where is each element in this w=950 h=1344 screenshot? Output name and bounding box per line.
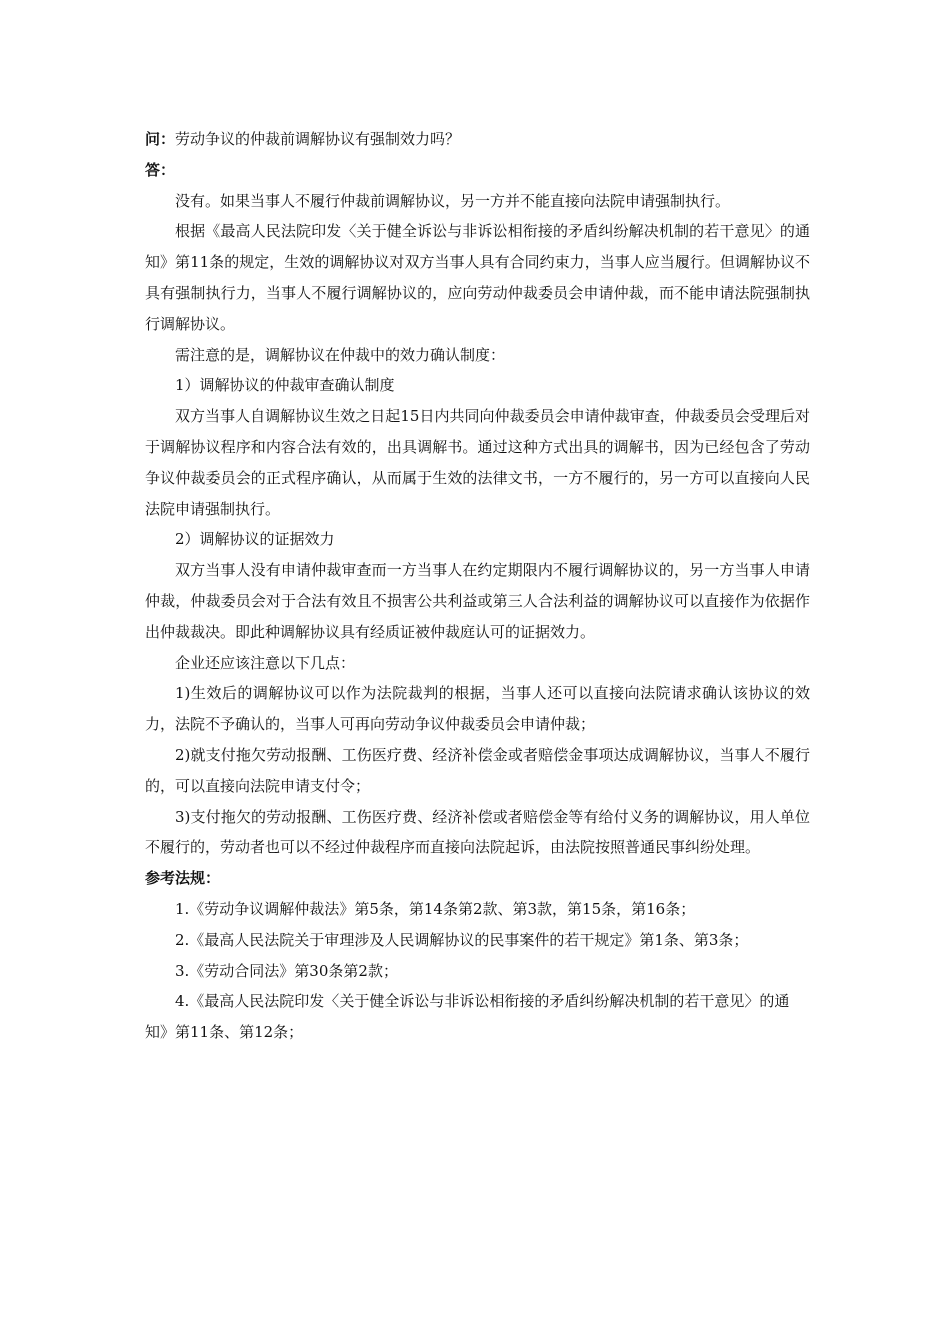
references-label: 参考法规： (145, 869, 221, 888)
question-text: 劳动争议的仲裁前调解协议有强制效力吗？ (175, 130, 461, 148)
question-label: 问： (145, 130, 176, 148)
reference-item-3: 3.《劳动合同法》第30条第2款； (175, 961, 398, 980)
answer-paragraph-6: 企业还应该注意以下几点： (175, 653, 356, 672)
answer-paragraph-3: 需注意的是，调解协议在仲裁中的效力确认制度： (175, 345, 506, 364)
question-line (145, 124, 810, 155)
answer-label: 答： (145, 160, 176, 179)
answer-paragraph-1: 没有。如果当事人不履行仲裁前调解协议，另一方并不能直接向法院申请强制执行。 (175, 191, 731, 210)
answer-subheading-1: 1）调解协议的仲裁审查确认制度 (175, 376, 395, 395)
reference-item-4: 4.《最高人民法院印发〈关于健全诉讼与非诉讼相衔接的矛盾纠纷解决机制的若干意见〉的通知》第11条、第12条； (145, 992, 790, 1042)
reference-item-1: 1.《劳动争议调解仲裁法》第5条，第14条第2款、第3款，第15条，第16条； (175, 899, 696, 918)
answer-paragraph-5: 双方当事人没有申请仲裁审查而一方当事人在约定期限内不履行调解协议的，另一方当事人申请仲裁，仲裁委员会对于合法有效且不损害公共利益或第三人合法利益的调解协议可以直接作为依据作出仲裁裁决。即此种调解协议具有经质证被仲裁庭认可的证据效力。 (145, 561, 810, 641)
answer-paragraph-2: 根据《最高人民法院印发〈关于健全诉讼与非诉讼相衔接的矛盾纠纷解决机制的若干意见〉的通知》第11条的规定，生效的调解协议对双方当事人具有合同约束力，当事人应当履行。但调解协议不具有强制执行力，当事人不履行调解协议的，应向劳动仲裁委员会申请仲裁，而不能申请法院强制执行调解协议。 (145, 222, 810, 333)
answer-subheading-2: 2）调解协议的证据效力 (175, 530, 335, 549)
document-page (145, 124, 810, 1048)
reference-item-2: 2.《最高人民法院关于审理涉及人民调解协议的民事案件的若干规定》第1条、第3条； (175, 930, 749, 949)
answer-point-3: 3)支付拖欠的劳动报酬、工伤医疗费、经济补偿或者赔偿金等有给付义务的调解协议，用人单位不履行的，劳动者也可以不经过仲裁程序而直接向法院起诉，由法院按照普通民事纠纷处理。 (145, 807, 810, 857)
answer-point-1: 1)生效后的调解协议可以作为法院裁判的根据，当事人还可以直接向法院请求确认该协议的效力，法院不予确认的，当事人可再向劳动争议仲裁委员会申请仲裁； (145, 684, 810, 734)
answer-paragraph-4: 双方当事人自调解协议生效之日起15日内共同向仲裁委员会申请仲裁审查，仲裁委员会受理后对于调解协议程序和内容合法有效的，出具调解书。通过这种方式出具的调解书，因为已经包含了劳动争议仲裁委员会的正式程序确认，从而属于生效的法律文书，一方不履行的，另一方可以直接向人民法院申请强制执行。 (145, 407, 810, 518)
answer-point-2: 2)就支付拖欠劳动报酬、工伤医疗费、经济补偿金或者赔偿金事项达成调解协议，当事人不履行的，可以直接向法院申请支付令； (145, 745, 810, 795)
